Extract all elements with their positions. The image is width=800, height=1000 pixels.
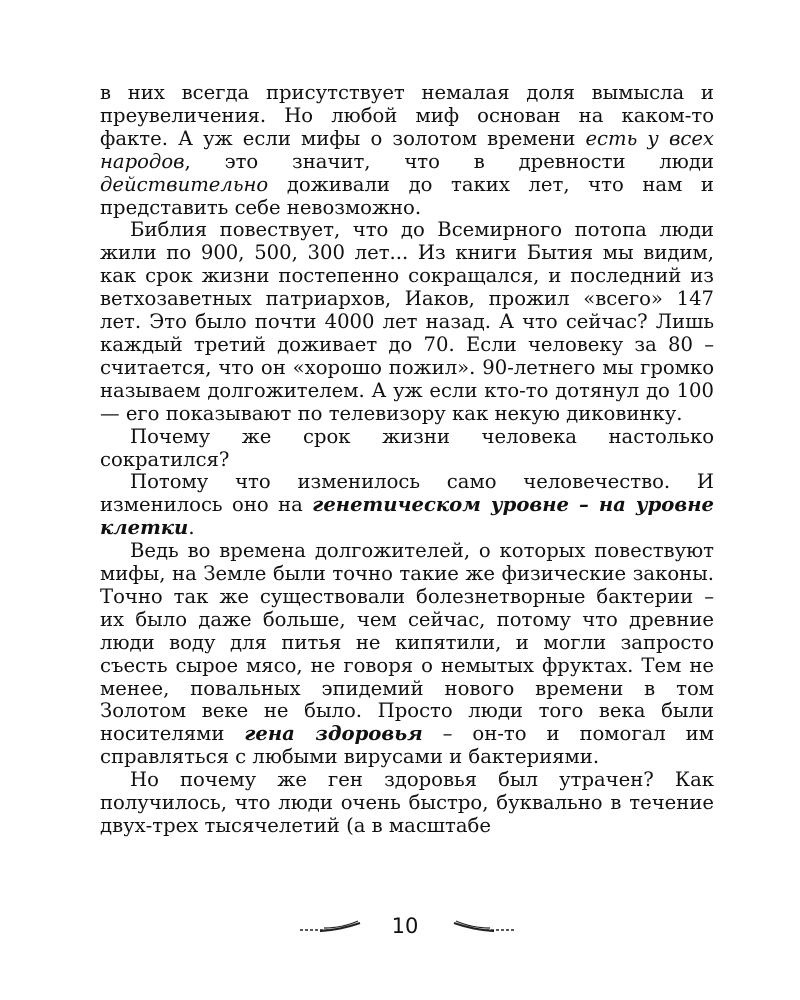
paragraph (100, 540, 714, 769)
italic-emphasis: есть у всех народов (100, 126, 714, 173)
paragraph (100, 82, 714, 219)
paragraph (100, 471, 714, 540)
text-run: Но почему же ген здоровья был утрачен? Как получилось, что люди очень быстро, буквально в течение двух-трех тысячелетий (а в масштабе (100, 768, 714, 837)
page-body (100, 82, 714, 838)
italic-emphasis: действительно (100, 172, 269, 196)
right-flourish-ornament (452, 919, 514, 935)
text-run: – он-то и помогал им справляться с любыми вирусами и бактериями. (100, 722, 714, 769)
left-flourish-ornament (300, 919, 362, 935)
paragraph (100, 769, 714, 838)
text-run: . (188, 516, 195, 540)
paragraph (100, 426, 714, 472)
paragraph (100, 219, 714, 425)
text-run: в них всегда присутствует немалая доля вымысла и преувеличения. Но любой миф основан на каком-то факте. А уж если мифы о золотом времени (100, 81, 714, 150)
text-run: , это значит, что в древности люди (184, 149, 714, 173)
bold-italic-emphasis: генетическом уровне – на уровне клетки (100, 493, 714, 540)
page-number: 10 (391, 914, 419, 938)
page-footer (0, 913, 800, 943)
bold-italic-emphasis: гена здоровья (244, 722, 423, 746)
text-run: Потому что изменилось само человечество. И изменилось оно на (100, 470, 714, 517)
text-run: Библия повествует, что до Всемирного потопа люди жили по 900, 500, 300 лет... Из книги Бытия мы видим, как срок жизни постепенно сокращался, и последний из ветхозаветных патриархов, Иаков, прожил «всего» 147 лет. Это было почти 4000 лет назад. А что сейчас? Лишь каждый третий доживает до 70. Если человеку за 80 – считается, что он «хорошо пожил». 90-летнего мы громко называем долгожителем. А уж если кто-то дотянул до 100 — его показывают по телевизору как некую диковинку. (100, 218, 714, 425)
text-run: доживали до таких лет, что нам и представить себе невозможно. (100, 172, 714, 219)
text-run: Почему же срок жизни человека настолько сократился? (100, 424, 714, 471)
text-run: Ведь во времена долгожителей, о которых повествуют мифы, на Земле были точно такие же физические законы. Точно так же существовали болезнетворные бактерии – их было даже больше, чем сейчас, потому что древние люди воду для питья не кипятили, и могли запросто съесть сырое мясо, не говоря о немытых фруктах. Тем не менее, повальных эпидемий нового времени в том Золотом веке не было. Просто люди того века были носителями (100, 539, 714, 746)
